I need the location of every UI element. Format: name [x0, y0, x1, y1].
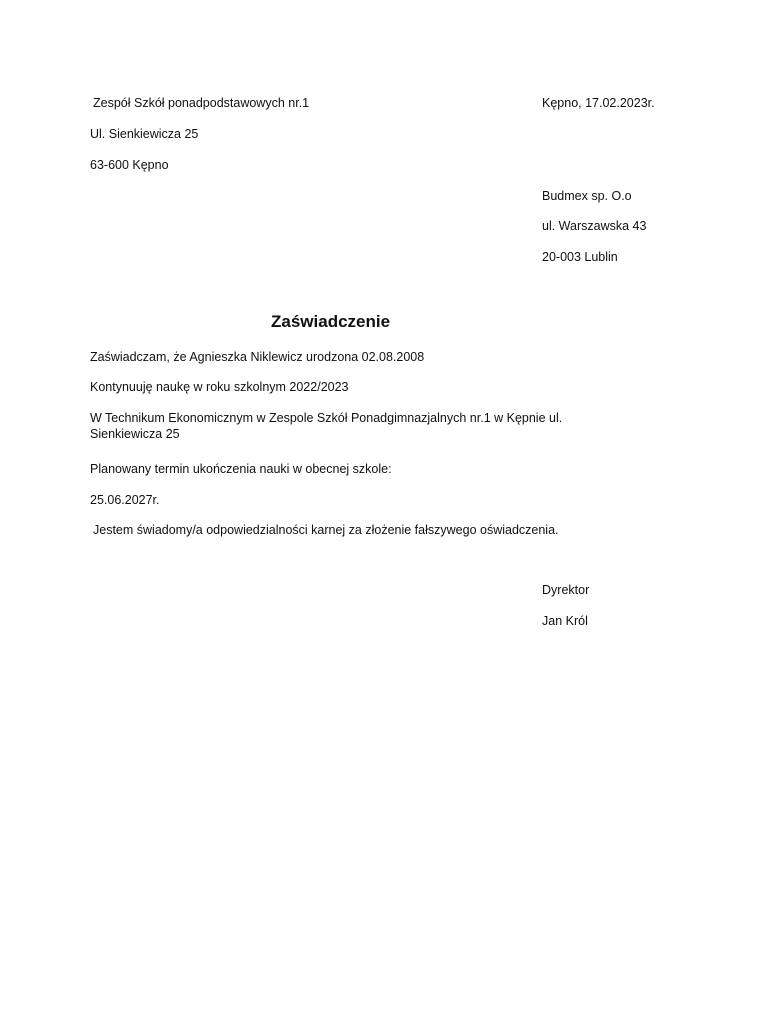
sender-city: 63-600 Kępno	[90, 158, 169, 172]
signature-role: Dyrektor	[542, 583, 590, 597]
place-date: Kępno, 17.02.2023r.	[542, 96, 655, 110]
document-title: Zaświadczenie	[271, 312, 391, 331]
body-line-2: Kontynuuję naukę w roku szkolnym 2022/2023	[90, 380, 349, 394]
body-line-1: Zaświadczam, że Agnieszka Niklewicz urodzona 02.08.2008	[90, 350, 425, 364]
body-line-6: Jestem świadomy/a odpowiedzialności karnej za złożenie fałszywego oświadczenia.	[93, 523, 559, 537]
sender-name: Zespół Szkół ponadpodstawowych nr.1	[93, 96, 310, 110]
recipient-street: ul. Warszawska 43	[542, 219, 647, 233]
recipient-city: 20-003 Lublin	[542, 250, 618, 264]
body-line-3: W Technikum Ekonomicznym w Zespole Szkół Ponadgimnazjalnych nr.1 w Kępnie ul. Sienkiewicza 25	[90, 411, 563, 441]
sender-street: Ul. Sienkiewicza 25	[90, 127, 199, 141]
body-line-4: Planowany termin ukończenia nauki w obecnej szkole:	[90, 462, 392, 476]
recipient-name: Budmex sp. O.o	[542, 189, 632, 203]
body-line-5: 25.06.2027r.	[90, 493, 160, 507]
signature-name: Jan Król	[542, 614, 588, 628]
